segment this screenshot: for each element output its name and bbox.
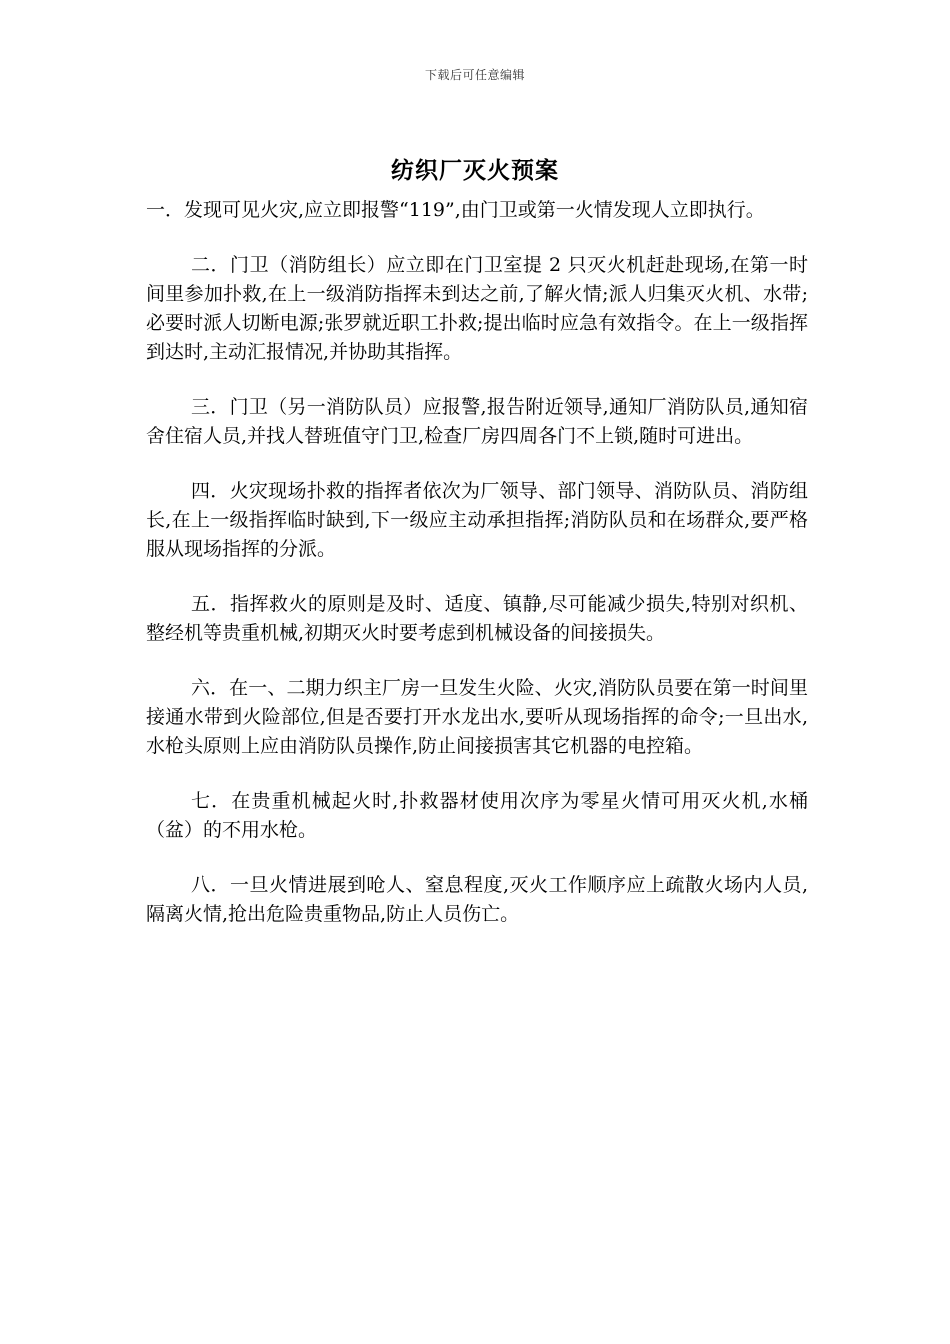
paragraph-8: 八．一旦火情进展到呛人、窒息程度,灭火工作顺序应上疏散火场内人员,隔离火情,抢出危险贵重物品,防止人员伤亡。 bbox=[146, 874, 808, 925]
paragraph-2: 二．门卫（消防组长）应立即在门卫室提 2 只灭火机赶赴现场,在第一时间里参加扑救,在上一级消防指挥未到达之前,了解火情;派人归集灭火机、水带;必要时派人切断电源;张罗就近职工扑救;提出临时应急有效指令。在上一级指挥到达时,主动汇报情况,并协助其指挥。 bbox=[146, 254, 808, 363]
paragraph-6: 六．在一、二期力织主厂房一旦发生火险、火灾,消防队员要在第一时间里接通水带到火险部位,但是否要打开水龙出水,要听从现场指挥的命令;一旦出水,水枪头原则上应由消防队员操作,防止间接损害其它机器的电控箱。 bbox=[146, 677, 808, 757]
paragraph-7: 七．在贵重机械起火时,扑救器材使用次序为零星火情可用灭火机,水桶（盆）的不用水枪。 bbox=[146, 790, 808, 841]
paragraph-1: 一．发现可见火灾,应立即报警“119”,由门卫或第一火情发现人立即执行。 bbox=[146, 199, 765, 221]
document-title: 纺织厂灭火预案 bbox=[391, 157, 559, 184]
paragraph-5: 五．指挥救火的原则是及时、适度、镇静,尽可能减少损失,特别对织机、整经机等贵重机械,初期灭火时要考虑到机械设备的间接损失。 bbox=[146, 593, 808, 644]
paragraph-4: 四．火灾现场扑救的指挥者依次为厂领导、部门领导、消防队员、消防组长,在上一级指挥临时缺到,下一级应主动承担指挥;消防队员和在场群众,要严格服从现场指挥的分派。 bbox=[146, 480, 808, 560]
document-body bbox=[146, 196, 808, 955]
paragraph-3: 三．门卫（另一消防队员）应报警,报告附近领导,通知厂消防队员,通知宿舍住宿人员,并找人替班值守门卫,检查厂房四周各门不上锁,随时可进出。 bbox=[146, 396, 808, 447]
page-header: 下载后可任意编辑 bbox=[424, 68, 525, 82]
